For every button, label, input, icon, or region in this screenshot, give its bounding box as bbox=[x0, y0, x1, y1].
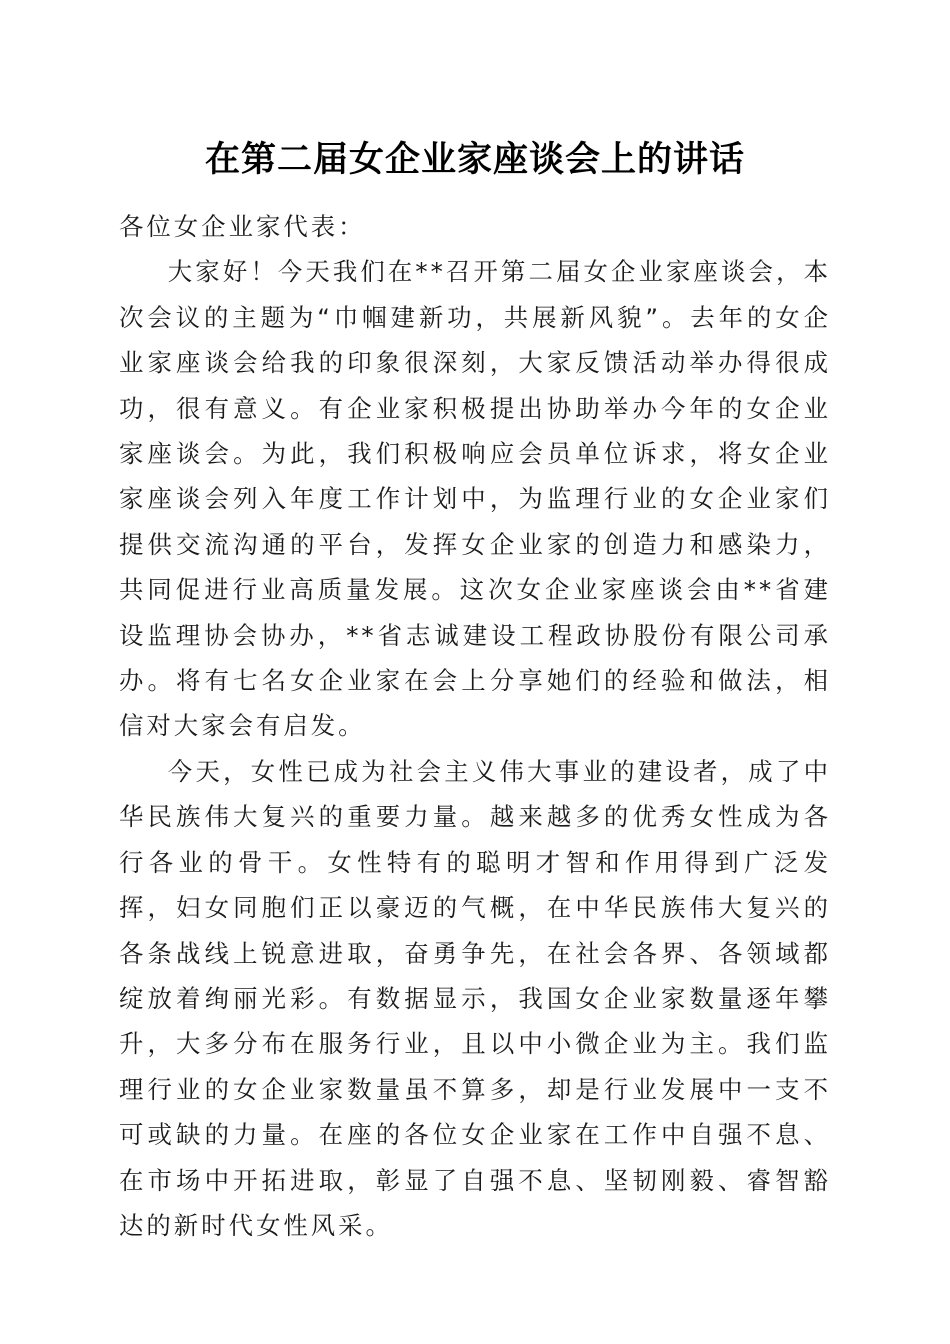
paragraph: 今天，女性已成为社会主义伟大事业的建设者，成了中华民族伟大复兴的重要力量。越来越多的优秀女性成为各行各业的骨干。女性特有的聪明才智和作用得到广泛发挥，妇女同胞们正以豪迈的气概，在中华民族伟大复兴的各条战线上锐意进取，奋勇争先，在社会各界、各领域都绽放着绚丽光彩。有数据显示，我国女企业家数量逐年攀升，大多分布在服务行业，且以中小微企业为主。我们监理行业的女企业家数量虽不算多，却是行业发展中一支不可或缺的力量。在座的各位女企业家在工作中自强不息、在市场中开拓进取，彰显了自强不息、坚韧刚毅、睿智豁达的新时代女性风采。 bbox=[119, 756, 831, 1240]
document-title: 在第二届女企业家座谈会上的讲话 bbox=[204, 139, 745, 180]
salutation: 各位女企业家代表： bbox=[119, 212, 366, 241]
paragraph: 大家好！今天我们在**召开第二届女企业家座谈会，本次会议的主题为“巾帼建新功，共展新风貌”。去年的女企业家座谈会给我的印象很深刻，大家反馈活动举办得很成功，很有意义。有企业家积极提出协助举办今年的女企业家座谈会。为此，我们积极响应会员单位诉求，将女企业家座谈会列入年度工作计划中，为监理行业的女企业家们提供交流沟通的平台，发挥女企业家的创造力和感染力，共同促进行业高质量发展。这次女企业家座谈会由**省建设监理协会协办，**省志诚建设工程政协股份有限公司承办。将有七名女企业家在会上分享她们的经验和做法，相信对大家会有启发。 bbox=[119, 257, 831, 741]
document-body bbox=[119, 204, 831, 1248]
